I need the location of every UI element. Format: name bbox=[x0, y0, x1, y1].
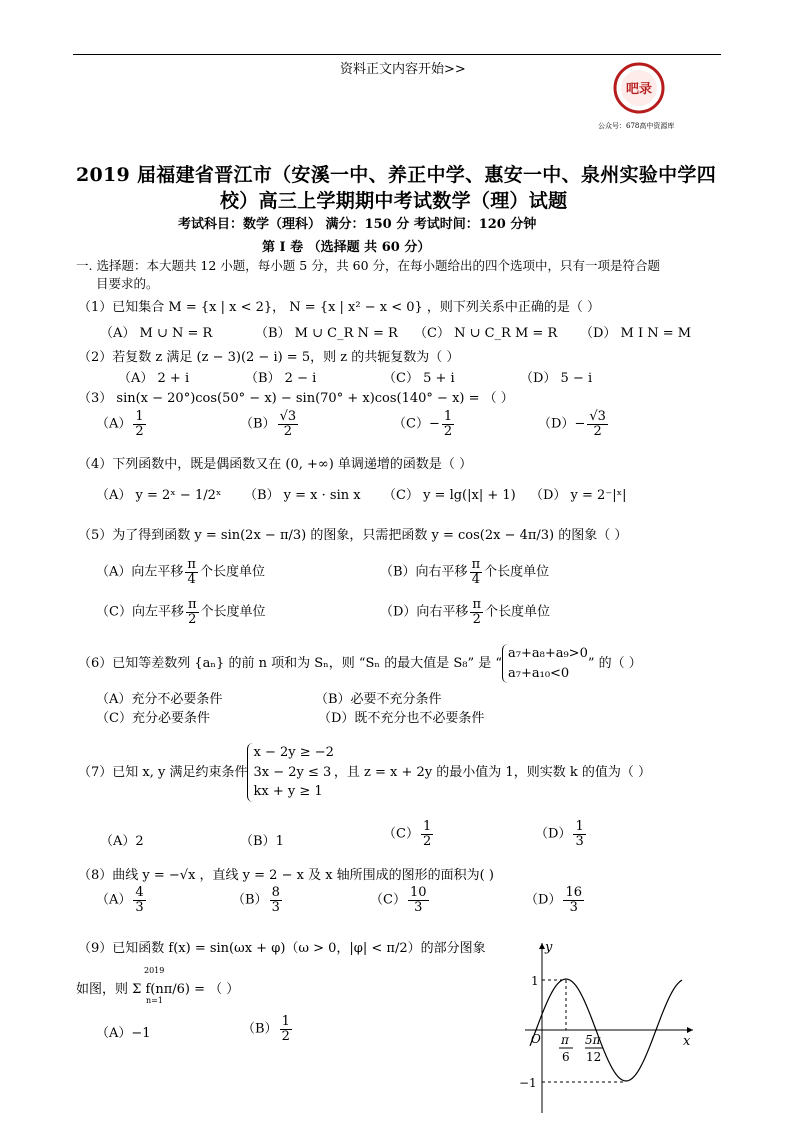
svg-text:吧录: 吧录 bbox=[625, 82, 653, 97]
tick2-den: 12 bbox=[586, 1050, 602, 1064]
q9-sine-graph bbox=[505, 935, 705, 1115]
q1-option-a: （A） M ∪ N = R bbox=[100, 326, 213, 341]
logo-caption: 公众号：678高中资源库 bbox=[598, 122, 675, 130]
q6-stem: （6）已知等差数列 {aₙ} 的前 n 项和为 Sₙ，则 “Sₙ 的最大值是 S₈” 是 “a₇+a₈+a₉>0 a₇+a₁₀<0” 的（ ） bbox=[78, 644, 642, 683]
q2-option-d: （D） 5 − i bbox=[520, 371, 593, 386]
tick1-num: π bbox=[561, 1033, 569, 1047]
q7-option-a: （A）2 bbox=[100, 834, 144, 849]
q5-option-c: （C）向左平移 $\frac{\pi}{2}$ 个长度单位 bbox=[96, 597, 266, 627]
q7-option-c: （C） $\frac{1}{2}$ bbox=[383, 819, 432, 849]
q1-stem: （1）已知集合 M = {x | x < 2}， N = {x | x² − x < 0} ，则下列关系中正确的是（ ） bbox=[78, 300, 601, 315]
q6-option-b: （B）必要不充分条件 bbox=[315, 692, 442, 707]
q5-option-d: （D）向右平移 $\frac{\pi}{2}$ 个长度单位 bbox=[380, 597, 550, 627]
x-axis-label: x bbox=[683, 1034, 691, 1049]
q9-option-a: （A）−1 bbox=[96, 1026, 151, 1041]
q6-option-d: （D）既不充分也不必要条件 bbox=[318, 711, 485, 726]
q1-option-c: （C） N ∪ C_R M = R bbox=[414, 326, 558, 341]
q2-option-b: （B） 2 − i bbox=[245, 371, 317, 386]
q8-option-a: （A） $\frac{4}{3}$ bbox=[96, 885, 144, 915]
q2-option-c: （C） 5 + i bbox=[383, 371, 455, 386]
q7-stem: （7）已知 x, y 满足约束条件x − 2y ≥ −2 3x − 2y ≤ 3 kx + y ≥ 1，且 z = x + 2y 的最小值为 1，则实数 k 的值为（ ） bbox=[78, 743, 651, 802]
q7-option-b: （B）1 bbox=[240, 834, 284, 849]
q4-option-a: （A） y = 2ˣ − 1/2ˣ bbox=[96, 488, 222, 503]
q8-option-c: （C） $\frac{10}{3}$ bbox=[370, 885, 427, 915]
q6-option-c: （C）充分必要条件 bbox=[96, 711, 210, 726]
q5-stem: （5）为了得到函数 y = sin(2x − π/3) 的图象，只需把函数 y = cos(2x − 4π/3) 的图象（ ） bbox=[78, 528, 628, 543]
q9-sum-upper: 2019 bbox=[144, 966, 165, 975]
tick2-num: 5π bbox=[585, 1033, 601, 1047]
q3-option-c: （C）− $\frac{1}{2}$ bbox=[393, 409, 453, 439]
part-title: 第 Ⅰ 卷 （选择题 共 60 分） bbox=[262, 240, 431, 255]
content-start-note: 资料正文内容开始>> bbox=[340, 62, 466, 77]
q4-option-d: （D） y = 2⁻|ˣ| bbox=[530, 488, 627, 503]
section-instructions-2: 目要求的。 bbox=[96, 276, 159, 291]
q5-option-b: （B）向右平移 $\frac{\pi}{4}$ 个长度单位 bbox=[380, 557, 550, 587]
q8-option-b: （B） $\frac{8}{3}$ bbox=[232, 885, 280, 915]
q3-stem: （3） sin(x − 20°)cos(50° − x) − sin(70° + x)cos(140° − x) = （ ） bbox=[78, 391, 514, 406]
q6-option-a: （A）充分不必要条件 bbox=[96, 692, 223, 707]
q4-stem: （4）下列函数中，既是偶函数又在 (0, +∞) 单调递增的函数是（ ） bbox=[78, 457, 473, 472]
origin-label: O bbox=[531, 1032, 541, 1046]
q9-sum-lower: n=1 bbox=[146, 996, 163, 1005]
y-axis-label: y bbox=[545, 940, 553, 955]
q7-option-d: （D） $\frac{1}{3}$ bbox=[535, 819, 584, 849]
exam-info: 考试科目：数学（理科） 满分：150 分 考试时间：120 分钟 bbox=[178, 217, 537, 232]
q4-option-b: （B） y = x · sin x bbox=[244, 488, 361, 503]
q3-option-b: （B） $\frac{√3}{2}$ bbox=[240, 409, 297, 439]
q9-stem-2: 如图，则 Σ f(nπ/6) = （ ） bbox=[76, 982, 240, 997]
q8-stem: （8）曲线 y = −√x ，直线 y = 2 − x 及 x 轴所围成的图形的面积为( ) bbox=[78, 868, 494, 883]
q7-system: x − 2y ≥ −2 3x − 2y ≤ 3 kx + y ≥ 1 bbox=[247, 743, 333, 802]
q8-option-d: （D） $\frac{16}{3}$ bbox=[525, 885, 582, 915]
q6-system: a₇+a₈+a₉>0 a₇+a₁₀<0 bbox=[502, 644, 588, 683]
q1-option-d: （D） M Ⅰ N = M bbox=[580, 326, 692, 341]
q5-option-a: （A）向左平移 $\frac{\pi}{4}$ 个长度单位 bbox=[96, 557, 265, 587]
q1-option-b: （B） M ∪ C_R N = R bbox=[255, 326, 398, 341]
y-one-label: 1 bbox=[531, 974, 539, 988]
q3-option-a: （A） $\frac{1}{2}$ bbox=[96, 409, 144, 439]
tick1-den: 6 bbox=[562, 1050, 570, 1064]
q9-option-b: （B） $\frac{1}{2}$ bbox=[242, 1014, 290, 1044]
y-minus-one-label: −1 bbox=[519, 1076, 537, 1090]
exam-title-line2: 校）高三上学期期中考试数学（理）试题 bbox=[220, 190, 568, 212]
q4-option-c: （C） y = lg(|x| + 1) bbox=[383, 488, 516, 503]
q3-option-d: （D）− $\frac{√3}{2}$ bbox=[538, 409, 606, 439]
logo bbox=[613, 62, 665, 114]
exam-title-line1: 2019 届福建省晋江市（安溪一中、养正中学、惠安一中、泉州实验中学四 bbox=[76, 164, 716, 186]
q9-stem: （9）已知函数 f(x) = sin(ωx + φ)（ω > 0，|φ| < π/2）的部分图象 bbox=[78, 941, 486, 956]
top-rule bbox=[73, 54, 721, 55]
section-instructions: 一. 选择题：本大题共 12 小题，每小题 5 分，共 60 分，在每小题给出的四个选项中，只有一项是符合题 bbox=[76, 258, 661, 273]
q2-stem: （2）若复数 z 满足 (z − 3)(2 − i) = 5，则 z 的共轭复数为（ ） bbox=[78, 350, 460, 365]
q2-option-a: （A） 2 + i bbox=[118, 371, 190, 386]
